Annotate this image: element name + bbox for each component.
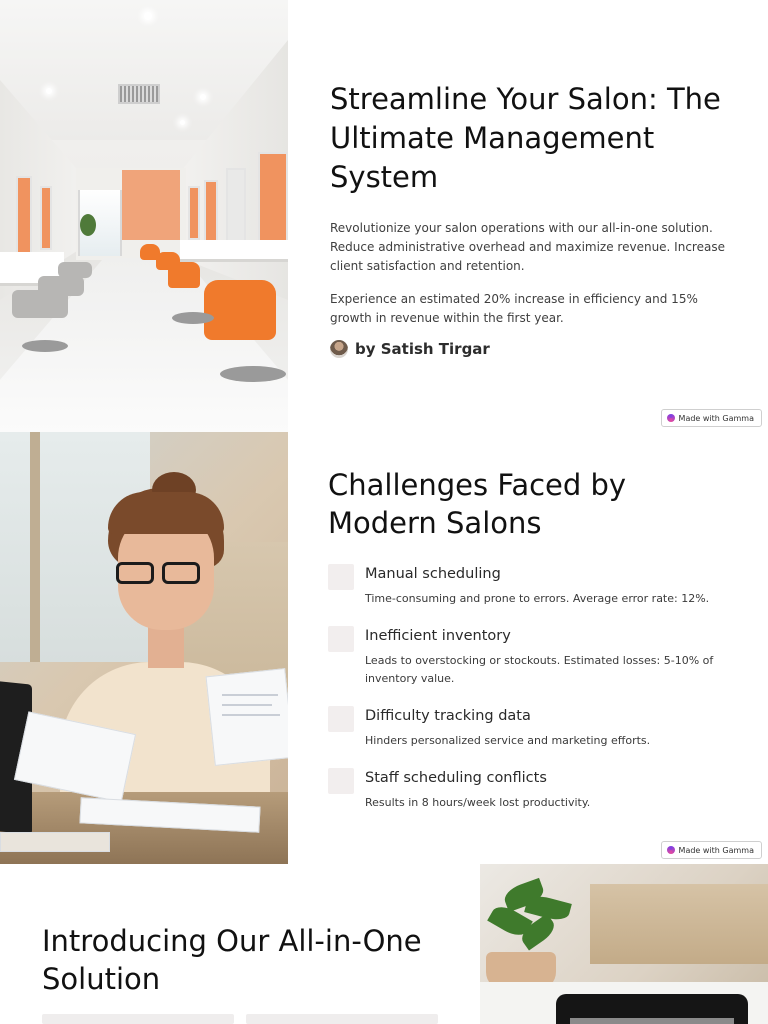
author-name: by Satish Tirgar (355, 340, 490, 358)
badge-label: Made with Gamma (678, 845, 754, 855)
challenge-title: Staff scheduling conflicts (365, 770, 547, 786)
challenge-title: Inefficient inventory (365, 628, 511, 644)
challenge-marker (328, 564, 354, 590)
avatar (330, 340, 348, 358)
challenge-item (328, 706, 738, 750)
solution-text-panel (42, 922, 442, 998)
salon-interior-image (0, 0, 288, 432)
made-with-gamma-badge[interactable] (661, 409, 762, 427)
challenge-marker (328, 768, 354, 794)
challenge-item (328, 626, 738, 688)
page-title: Streamline Your Salon: The Ultimate Management System (330, 82, 721, 194)
challenge-title: Difficulty tracking data (365, 708, 531, 724)
solution-card (42, 1014, 234, 1024)
efficiency-paragraph: Experience an estimated 20% increase in efficiency and 15% growth in revenue within the first year. (330, 292, 698, 325)
solution-cards (42, 1014, 442, 1024)
stressed-woman-image (0, 432, 288, 864)
challenge-description: Leads to overstocking or stockouts. Estimated losses: 5-10% of inventory value. (365, 654, 714, 685)
solution-card (246, 1014, 438, 1024)
slide-challenges (0, 432, 768, 864)
slide-solution (0, 864, 768, 1024)
intro-paragraph: Revolutionize your salon operations with our all-in-one solution. Reduce administrative overhead and maximize revenue. Increase client satisfaction and retention. (330, 221, 725, 273)
challenge-item (328, 768, 738, 812)
intro-text-panel (330, 80, 730, 358)
tablet-image (480, 864, 768, 1024)
challenge-description: Time-consuming and prone to errors. Average error rate: 12%. (365, 592, 710, 605)
challenges-text-panel (328, 466, 738, 830)
challenge-description: Results in 8 hours/week lost productivity. (365, 796, 591, 809)
challenge-marker (328, 706, 354, 732)
challenge-marker (328, 626, 354, 652)
challenge-item (328, 564, 738, 608)
made-with-gamma-badge[interactable] (661, 841, 762, 859)
challenge-list (328, 564, 738, 812)
challenges-heading: Challenges Faced by Modern Salons (328, 468, 627, 540)
gamma-logo-icon (667, 414, 675, 422)
solution-heading: Introducing Our All-in-One Solution (42, 924, 422, 996)
badge-label: Made with Gamma (678, 413, 754, 423)
slide-intro (0, 0, 768, 432)
challenge-title: Manual scheduling (365, 566, 501, 582)
author-line (330, 340, 730, 358)
challenge-description: Hinders personalized service and marketing efforts. (365, 734, 651, 747)
gamma-logo-icon (667, 846, 675, 854)
